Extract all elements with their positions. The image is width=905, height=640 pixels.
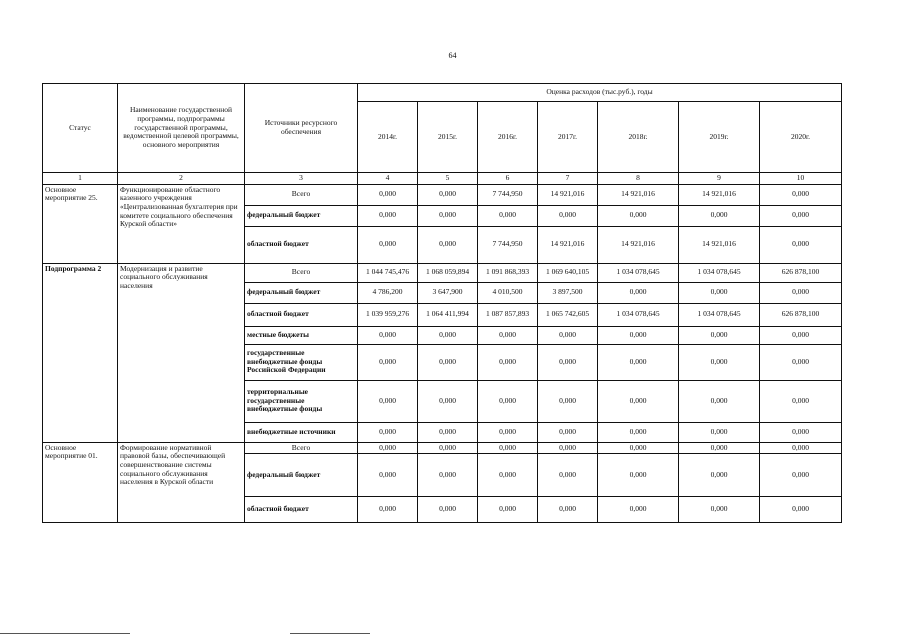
value-cell: 4 786,200	[358, 282, 418, 303]
value-cell: 0,000	[760, 326, 842, 344]
value-cell: 3 897,500	[538, 282, 598, 303]
column-number: 7	[538, 173, 598, 185]
value-cell: 0,000	[598, 454, 679, 497]
header-estimate: Оценка расходов (тыс.руб.), годы	[358, 84, 842, 102]
table-header	[43, 84, 842, 185]
column-number: 10	[760, 173, 842, 185]
header-year: 2020г.	[760, 102, 842, 173]
status-cell: Основное мероприятие 25.	[43, 184, 118, 263]
column-number: 3	[245, 173, 358, 185]
value-cell: 1 091 868,393	[478, 263, 538, 282]
status-cell: Основное мероприятие 01.	[43, 442, 118, 523]
value-cell: 0,000	[760, 380, 842, 422]
value-cell: 0,000	[538, 454, 598, 497]
status-cell: Подпрограмма 2	[43, 263, 118, 442]
value-cell: 0,000	[598, 205, 679, 226]
value-cell: 0,000	[418, 205, 478, 226]
value-cell: 0,000	[598, 282, 679, 303]
funding-source-cell: федеральный бюджет	[245, 205, 358, 226]
value-cell: 0,000	[358, 442, 418, 454]
column-number: 5	[418, 173, 478, 185]
value-cell: 626 878,100	[760, 263, 842, 282]
value-cell: 0,000	[760, 282, 842, 303]
value-cell: 1 068 059,894	[418, 263, 478, 282]
header-name: Наименование государственной программы, подпрограммы государственной программы, ведомственной целевой программы, основного мероприятия	[118, 84, 245, 173]
funding-source-cell: Всего	[245, 263, 358, 282]
value-cell: 0,000	[478, 380, 538, 422]
value-cell: 0,000	[478, 326, 538, 344]
value-cell: 0,000	[478, 205, 538, 226]
value-cell: 0,000	[358, 380, 418, 422]
value-cell: 0,000	[760, 184, 842, 205]
value-cell: 0,000	[760, 442, 842, 454]
value-cell: 0,000	[679, 326, 760, 344]
footer-rule	[0, 633, 130, 634]
value-cell: 0,000	[358, 205, 418, 226]
value-cell: 0,000	[418, 326, 478, 344]
value-cell: 0,000	[598, 344, 679, 380]
value-cell: 14 921,016	[679, 184, 760, 205]
page-number: 64	[448, 51, 457, 60]
value-cell: 0,000	[418, 497, 478, 523]
value-cell: 14 921,016	[538, 184, 598, 205]
header-year: 2014г.	[358, 102, 418, 173]
value-cell: 0,000	[679, 205, 760, 226]
value-cell: 0,000	[418, 422, 478, 442]
value-cell: 0,000	[760, 226, 842, 263]
value-cell: 0,000	[598, 422, 679, 442]
value-cell: 14 921,016	[538, 226, 598, 263]
footer-rule	[290, 633, 370, 634]
value-cell: 0,000	[598, 326, 679, 344]
column-number: 1	[43, 173, 118, 185]
value-cell: 0,000	[679, 422, 760, 442]
funding-source-cell: областной бюджет	[245, 226, 358, 263]
funding-source-cell: местные бюджеты	[245, 326, 358, 344]
value-cell: 0,000	[478, 422, 538, 442]
budget-table	[42, 83, 842, 523]
header-year: 2016г.	[478, 102, 538, 173]
value-cell: 7 744,950	[478, 184, 538, 205]
value-cell: 1 087 857,893	[478, 303, 538, 326]
value-cell: 3 647,900	[418, 282, 478, 303]
value-cell: 14 921,016	[598, 184, 679, 205]
header-year: 2018г.	[598, 102, 679, 173]
value-cell: 0,000	[538, 422, 598, 442]
value-cell: 0,000	[679, 344, 760, 380]
value-cell: 0,000	[679, 282, 760, 303]
value-cell: 0,000	[418, 454, 478, 497]
value-cell: 1 064 411,994	[418, 303, 478, 326]
header-status: Статус	[43, 84, 118, 173]
column-number: 6	[478, 173, 538, 185]
funding-source-cell: территориальные государственные внебюджетные фонды	[245, 380, 358, 422]
value-cell: 1 034 078,645	[679, 263, 760, 282]
funding-source-cell: Всего	[245, 442, 358, 454]
value-cell: 0,000	[679, 442, 760, 454]
value-cell: 1 034 078,645	[598, 303, 679, 326]
program-name-cell: Модернизация и развитие социального обслуживания населения	[118, 263, 245, 442]
value-cell: 4 010,500	[478, 282, 538, 303]
table-body	[43, 184, 842, 523]
value-cell: 1 044 745,476	[358, 263, 418, 282]
header-year: 2019г.	[679, 102, 760, 173]
value-cell: 0,000	[760, 422, 842, 442]
value-cell: 0,000	[418, 380, 478, 422]
column-number: 4	[358, 173, 418, 185]
value-cell: 0,000	[478, 442, 538, 454]
value-cell: 0,000	[358, 454, 418, 497]
value-cell: 0,000	[358, 184, 418, 205]
value-cell: 0,000	[760, 344, 842, 380]
value-cell: 0,000	[760, 205, 842, 226]
value-cell: 0,000	[418, 184, 478, 205]
program-name-cell: Формирование нормативной правовой базы, обеспечивающей совершенствование системы социального обслуживания населения в Курской области	[118, 442, 245, 523]
value-cell: 7 744,950	[478, 226, 538, 263]
value-cell: 0,000	[418, 226, 478, 263]
funding-source-cell: внебюджетные источники	[245, 422, 358, 442]
value-cell: 0,000	[538, 344, 598, 380]
value-cell: 0,000	[538, 326, 598, 344]
header-year: 2017г.	[538, 102, 598, 173]
value-cell: 1 039 959,276	[358, 303, 418, 326]
value-cell: 0,000	[598, 442, 679, 454]
value-cell: 0,000	[358, 344, 418, 380]
value-cell: 0,000	[478, 454, 538, 497]
value-cell: 0,000	[679, 454, 760, 497]
funding-source-cell: областной бюджет	[245, 303, 358, 326]
funding-source-cell: государственные внебюджетные фонды Российской Федерации	[245, 344, 358, 380]
value-cell: 0,000	[358, 422, 418, 442]
table-row	[43, 263, 842, 282]
value-cell: 0,000	[538, 205, 598, 226]
program-name-cell: Функционирование областного казенного учреждения «Централизованная бухгалтерия при комитете социального обеспечения Курской области»	[118, 184, 245, 263]
funding-source-cell: федеральный бюджет	[245, 454, 358, 497]
value-cell: 0,000	[418, 442, 478, 454]
funding-source-cell: областной бюджет	[245, 497, 358, 523]
column-number: 8	[598, 173, 679, 185]
value-cell: 0,000	[478, 497, 538, 523]
column-number: 2	[118, 173, 245, 185]
value-cell: 0,000	[478, 344, 538, 380]
value-cell: 1 069 640,105	[538, 263, 598, 282]
value-cell: 0,000	[358, 497, 418, 523]
value-cell: 0,000	[760, 454, 842, 497]
funding-source-cell: федеральный бюджет	[245, 282, 358, 303]
value-cell: 0,000	[679, 380, 760, 422]
value-cell: 626 878,100	[760, 303, 842, 326]
value-cell: 0,000	[598, 497, 679, 523]
value-cell: 0,000	[358, 326, 418, 344]
table-row	[43, 442, 842, 454]
value-cell: 1 034 078,645	[598, 263, 679, 282]
value-cell: 0,000	[679, 497, 760, 523]
value-cell: 1 065 742,605	[538, 303, 598, 326]
value-cell: 14 921,016	[679, 226, 760, 263]
value-cell: 0,000	[538, 497, 598, 523]
value-cell: 1 034 078,645	[679, 303, 760, 326]
value-cell: 0,000	[538, 442, 598, 454]
header-year: 2015г.	[418, 102, 478, 173]
column-number: 9	[679, 173, 760, 185]
header-source: Источники ресурсного обеспечения	[245, 84, 358, 173]
value-cell: 0,000	[760, 497, 842, 523]
value-cell: 0,000	[358, 226, 418, 263]
value-cell: 0,000	[418, 344, 478, 380]
value-cell: 0,000	[538, 380, 598, 422]
value-cell: 14 921,016	[598, 226, 679, 263]
value-cell: 0,000	[598, 380, 679, 422]
funding-source-cell: Всего	[245, 184, 358, 205]
table-row	[43, 184, 842, 205]
